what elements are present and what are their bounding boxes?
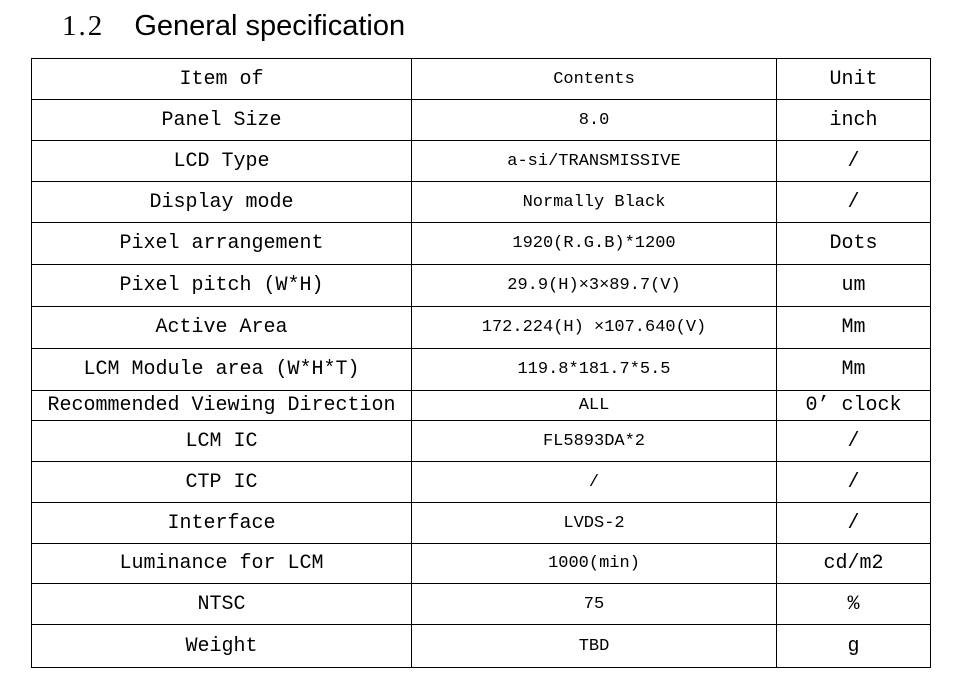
row-contents: TBD bbox=[412, 625, 777, 668]
row-unit: / bbox=[777, 141, 931, 182]
row-item: NTSC bbox=[32, 584, 412, 625]
table-row bbox=[32, 265, 931, 307]
row-unit: / bbox=[777, 182, 931, 223]
header-contents: Contents bbox=[412, 59, 777, 100]
table-row bbox=[32, 349, 931, 391]
row-unit: / bbox=[777, 503, 931, 544]
section-number: 1.2 bbox=[62, 10, 105, 42]
general-specification-table bbox=[31, 58, 931, 668]
row-unit: Mm bbox=[777, 307, 931, 349]
header-row bbox=[32, 59, 931, 100]
row-contents: Normally Black bbox=[412, 182, 777, 223]
row-item: Recommended Viewing Direction bbox=[32, 391, 412, 421]
row-item: LCM Module area (W*H*T) bbox=[32, 349, 412, 391]
row-contents: LVDS-2 bbox=[412, 503, 777, 544]
table-row bbox=[32, 141, 931, 182]
row-unit: / bbox=[777, 462, 931, 503]
row-item: Display mode bbox=[32, 182, 412, 223]
row-unit: inch bbox=[777, 100, 931, 141]
row-item: Pixel arrangement bbox=[32, 223, 412, 265]
row-unit: 0’ clock bbox=[777, 391, 931, 421]
table-row bbox=[32, 544, 931, 584]
row-contents: / bbox=[412, 462, 777, 503]
row-contents: 172.224(H) ×107.640(V) bbox=[412, 307, 777, 349]
row-item: Interface bbox=[32, 503, 412, 544]
row-contents: ALL bbox=[412, 391, 777, 421]
row-item: LCD Type bbox=[32, 141, 412, 182]
table-row bbox=[32, 391, 931, 421]
row-contents: 8.0 bbox=[412, 100, 777, 141]
row-unit: / bbox=[777, 421, 931, 462]
row-unit: Dots bbox=[777, 223, 931, 265]
row-contents: FL5893DA*2 bbox=[412, 421, 777, 462]
row-item: CTP IC bbox=[32, 462, 412, 503]
row-contents: 1920(R.G.B)*1200 bbox=[412, 223, 777, 265]
table-row bbox=[32, 100, 931, 141]
table-row bbox=[32, 584, 931, 625]
table-row bbox=[32, 462, 931, 503]
table-row bbox=[32, 307, 931, 349]
table-row bbox=[32, 223, 931, 265]
row-item: Pixel pitch (W*H) bbox=[32, 265, 412, 307]
section-heading bbox=[62, 10, 405, 43]
section-title: General specification bbox=[134, 10, 406, 42]
row-unit: % bbox=[777, 584, 931, 625]
row-item: Panel Size bbox=[32, 100, 412, 141]
row-contents: 29.9(H)×3×89.7(V) bbox=[412, 265, 777, 307]
table-row bbox=[32, 182, 931, 223]
row-unit: Mm bbox=[777, 349, 931, 391]
row-contents: a-si/TRANSMISSIVE bbox=[412, 141, 777, 182]
table-body bbox=[32, 100, 931, 668]
row-contents: 75 bbox=[412, 584, 777, 625]
row-contents: 119.8*181.7*5.5 bbox=[412, 349, 777, 391]
table-row bbox=[32, 503, 931, 544]
table-row bbox=[32, 421, 931, 462]
table-row bbox=[32, 625, 931, 668]
row-unit: um bbox=[777, 265, 931, 307]
row-item: Weight bbox=[32, 625, 412, 668]
row-item: Luminance for LCM bbox=[32, 544, 412, 584]
row-item: LCM IC bbox=[32, 421, 412, 462]
row-contents: 1000(min) bbox=[412, 544, 777, 584]
row-item: Active Area bbox=[32, 307, 412, 349]
header-unit: Unit bbox=[777, 59, 931, 100]
header-item: Item of bbox=[32, 59, 412, 100]
row-unit: cd/m2 bbox=[777, 544, 931, 584]
row-unit: g bbox=[777, 625, 931, 668]
